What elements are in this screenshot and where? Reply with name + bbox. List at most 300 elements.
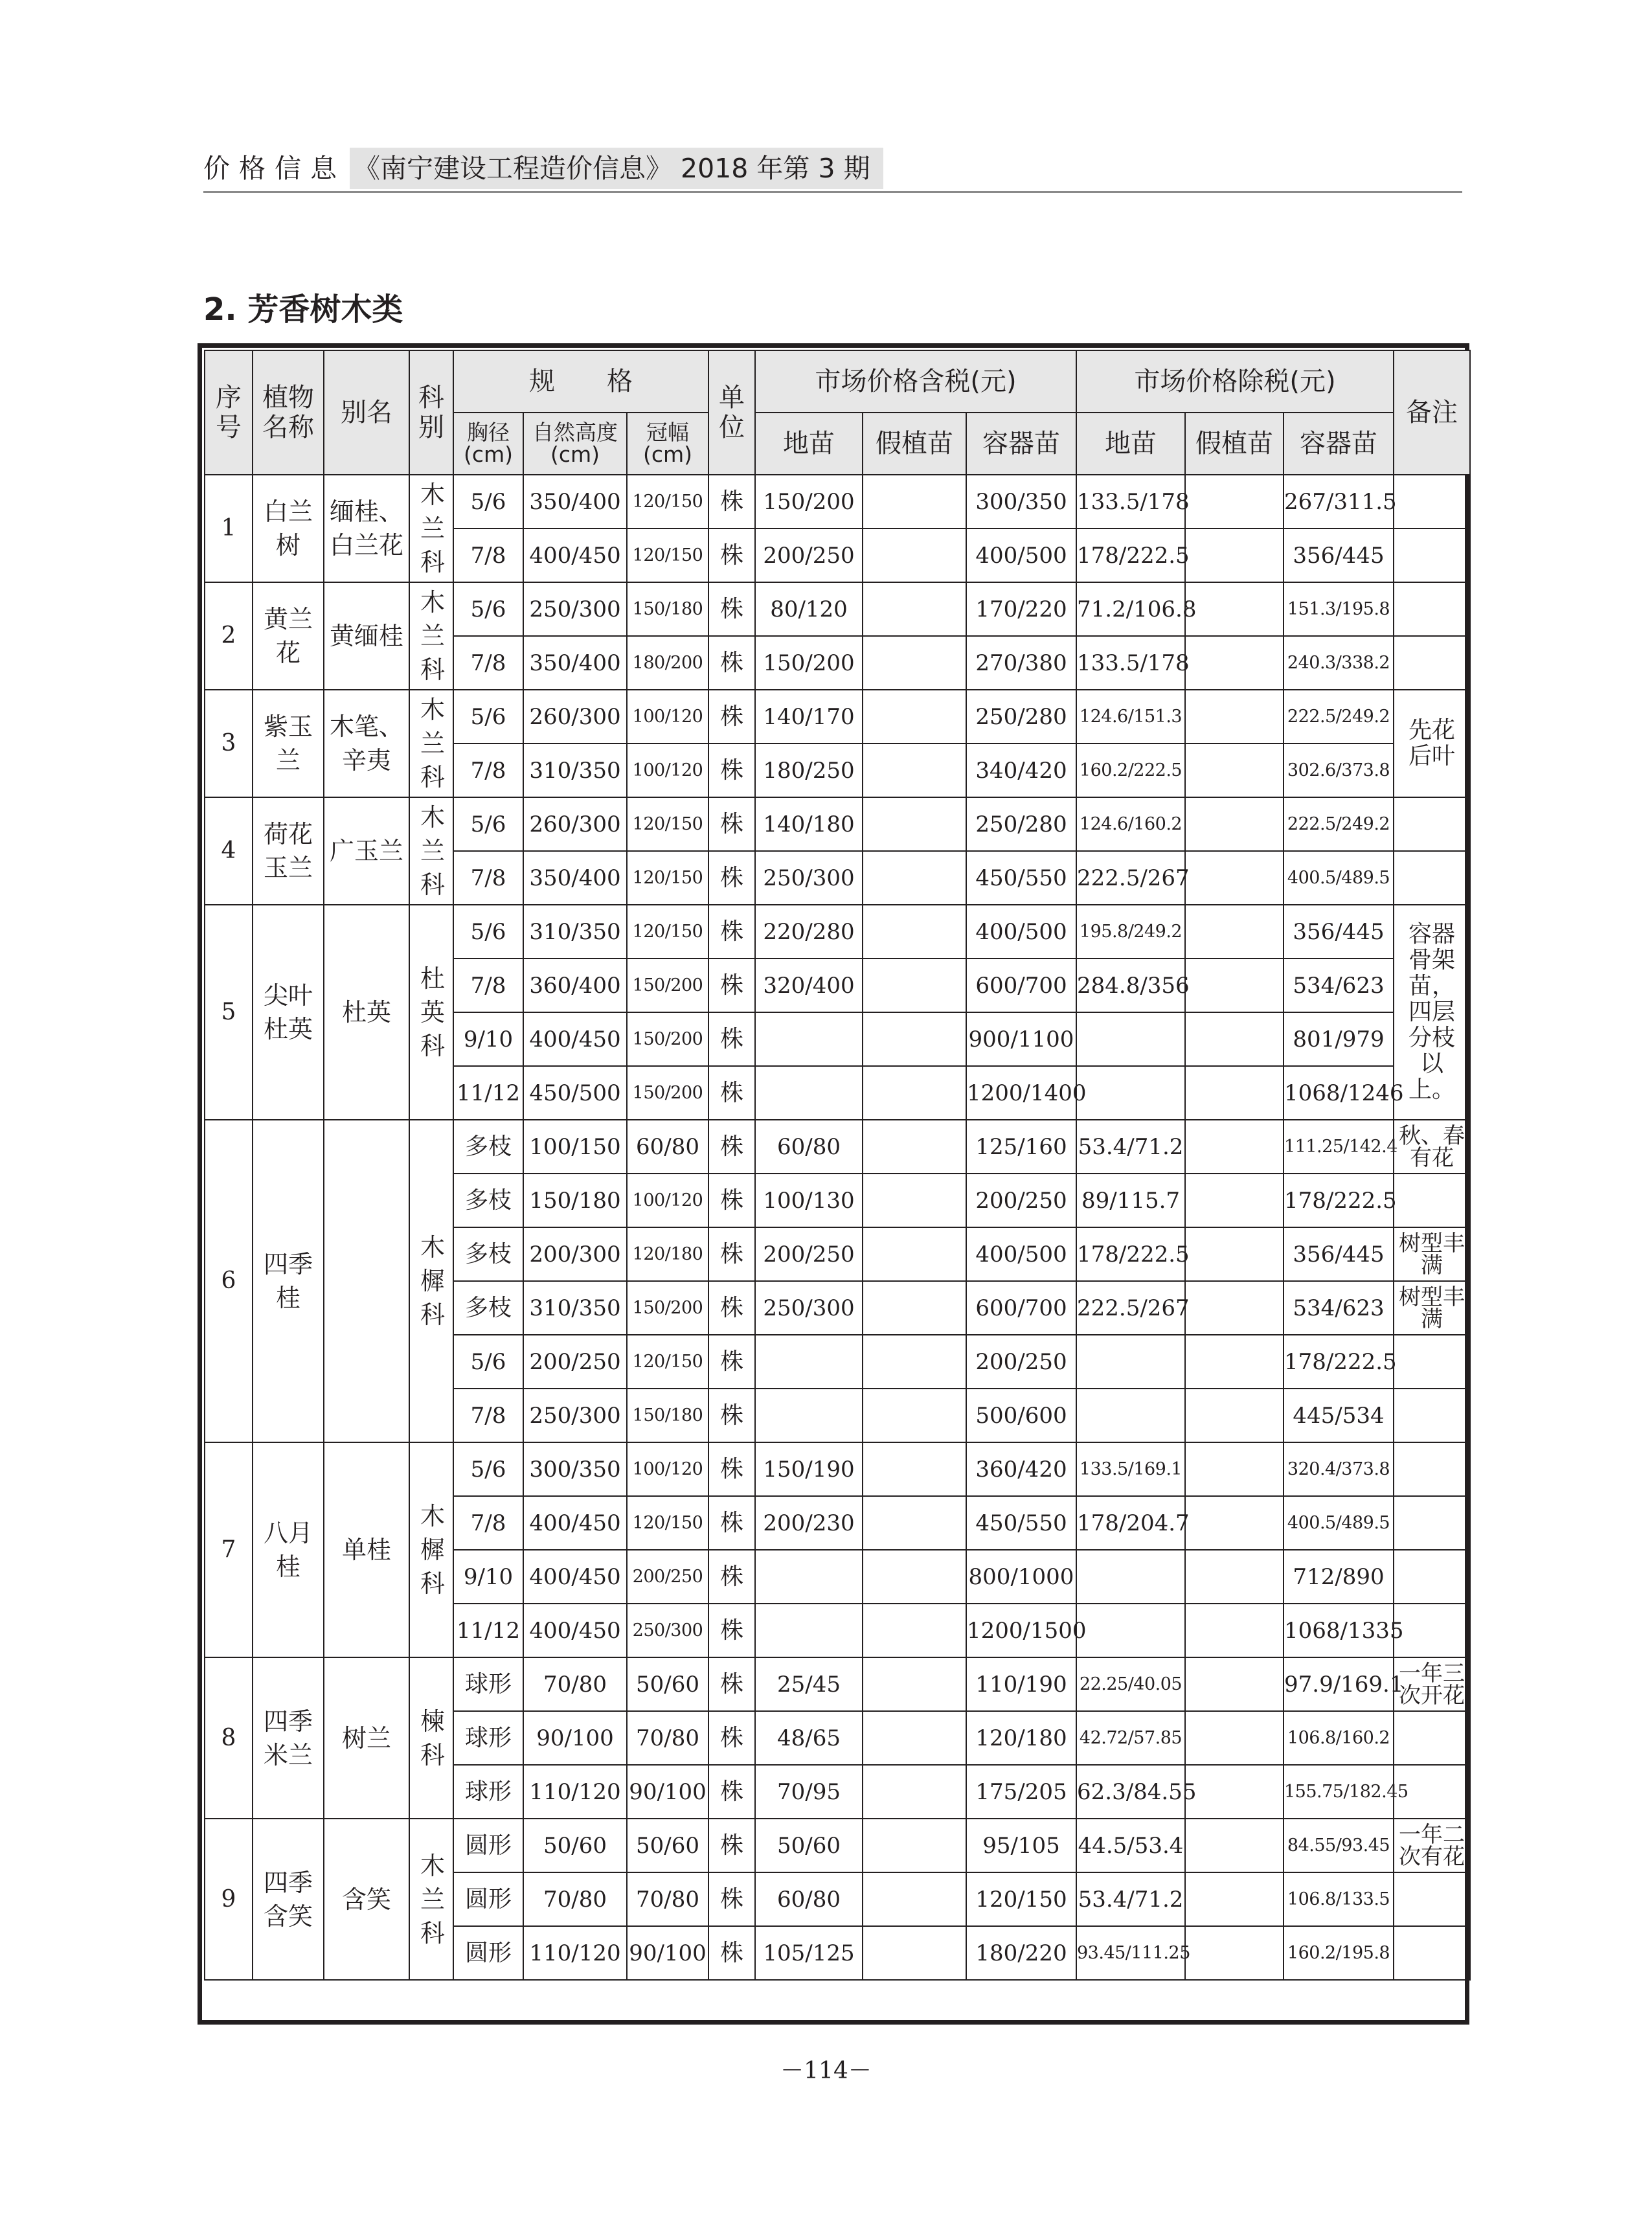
cell-ground: 150/200 [755,475,863,528]
cell-ground: 200/250 [755,528,863,582]
cell-ground [755,1012,863,1066]
row-note [1394,1604,1470,1657]
cell-ground-ex [1076,1604,1185,1657]
col-tax-incl: 市场价格含税(元) [755,350,1076,413]
row-note [1394,1496,1470,1550]
plant-name: 八月桂 [253,1442,324,1657]
cell-unit: 株 [708,690,755,744]
plant-family: 木兰科 [409,690,453,797]
cell-container-ex: 178/222.5 [1284,1335,1394,1389]
cell-dbh: 7/8 [453,1389,523,1442]
col-height: 自然高度(cm) [523,413,627,475]
cell-fake-ex [1185,1872,1284,1926]
cell-container: 600/700 [966,959,1076,1012]
table-row [205,690,1470,744]
cell-ground-ex [1076,1012,1185,1066]
cell-dbh: 多枝 [453,1281,523,1335]
plant-alias: 单桂 [324,1442,409,1657]
cell-ground-ex: 42.72/57.85 [1076,1711,1185,1765]
cell-fake [863,1281,966,1335]
cell-ground-ex: 178/222.5 [1076,1227,1185,1281]
cell-container: 400/500 [966,905,1076,959]
cell-crown: 90/100 [627,1926,708,1980]
cell-ground-ex: 62.3/84.55 [1076,1765,1185,1819]
cell-crown: 150/200 [627,1066,708,1120]
row-note [1394,1711,1470,1765]
row-note [1394,1872,1470,1926]
cell-fake [863,1819,966,1872]
cell-unit: 株 [708,582,755,636]
plant-alias [324,1120,409,1442]
cell-height: 260/300 [523,797,627,851]
cell-ground-ex: 22.25/40.05 [1076,1657,1185,1711]
plant-name: 紫玉兰 [253,690,324,797]
cell-ground-ex: 53.4/71.2 [1076,1120,1185,1174]
col-fake: 假植苗 [863,413,966,475]
cell-ground: 50/60 [755,1819,863,1872]
cell-height: 310/350 [523,744,627,797]
cell-container: 200/250 [966,1335,1076,1389]
cell-fake [863,797,966,851]
cell-ground-ex: 195.8/249.2 [1076,905,1185,959]
plant-alias: 含笑 [324,1819,409,1980]
cell-unit: 株 [708,851,755,905]
cell-unit: 株 [708,1819,755,1872]
cell-ground-ex [1076,1335,1185,1389]
cell-dbh: 11/12 [453,1604,523,1657]
cell-dbh: 圆形 [453,1926,523,1980]
cell-unit: 株 [708,1227,755,1281]
plant-name: 四季米兰 [253,1657,324,1819]
cell-container: 900/1100 [966,1012,1076,1066]
cell-unit: 株 [708,1066,755,1120]
cell-unit: 株 [708,1012,755,1066]
cell-fake [863,1120,966,1174]
cell-crown: 120/150 [627,528,708,582]
table-header [205,350,1470,475]
row-seq: 1 [205,475,253,582]
row-seq: 2 [205,582,253,690]
cell-unit: 株 [708,959,755,1012]
row-seq: 9 [205,1819,253,1980]
cell-fake-ex [1185,1389,1284,1442]
cell-fake-ex [1185,1604,1284,1657]
cell-ground: 200/250 [755,1227,863,1281]
cell-ground [755,1604,863,1657]
cell-container: 250/280 [966,690,1076,744]
plant-family: 木兰科 [409,582,453,690]
cell-fake-ex [1185,744,1284,797]
row-note [1394,1442,1470,1496]
cell-dbh: 球形 [453,1657,523,1711]
cell-fake-ex [1185,797,1284,851]
table-row [205,475,1470,528]
cell-dbh: 7/8 [453,1496,523,1550]
cell-ground: 220/280 [755,905,863,959]
cell-height: 310/350 [523,905,627,959]
cell-crown: 150/200 [627,1012,708,1066]
cell-container: 250/280 [966,797,1076,851]
cell-fake [863,1496,966,1550]
cell-height: 200/300 [523,1227,627,1281]
row-note: 先花后叶 [1394,690,1470,797]
cell-fake [863,1550,966,1604]
cell-fake-ex [1185,905,1284,959]
cell-unit: 株 [708,1711,755,1765]
row-note [1394,797,1470,851]
cell-ground: 70/95 [755,1765,863,1819]
cell-ground-ex: 124.6/151.3 [1076,690,1185,744]
cell-crown: 100/120 [627,690,708,744]
cell-container: 800/1000 [966,1550,1076,1604]
cell-fake [863,1335,966,1389]
cell-crown: 120/150 [627,905,708,959]
cell-unit: 株 [708,1604,755,1657]
cell-container: 125/160 [966,1120,1076,1174]
plant-family: 木兰科 [409,797,453,905]
cell-crown: 150/180 [627,1389,708,1442]
cell-height: 250/300 [523,582,627,636]
cell-unit: 株 [708,797,755,851]
row-note [1394,1174,1470,1227]
cell-ground: 60/80 [755,1872,863,1926]
cell-crown: 100/120 [627,1174,708,1227]
cell-ground-ex: 160.2/222.5 [1076,744,1185,797]
cell-container: 170/220 [966,582,1076,636]
cell-height: 360/400 [523,959,627,1012]
cell-ground-ex: 89/115.7 [1076,1174,1185,1227]
cell-container-ex: 160.2/195.8 [1284,1926,1394,1980]
cell-height: 400/450 [523,1604,627,1657]
cell-crown: 120/150 [627,797,708,851]
col-unit: 单位 [708,350,755,475]
cell-unit: 株 [708,1657,755,1711]
row-note: 树型丰满 [1394,1227,1470,1281]
cell-dbh: 7/8 [453,636,523,690]
cell-ground-ex: 133.5/178 [1076,475,1185,528]
cell-dbh: 圆形 [453,1819,523,1872]
cell-fake-ex [1185,475,1284,528]
cell-ground: 105/125 [755,1926,863,1980]
cell-container-ex: 534/623 [1284,959,1394,1012]
cell-dbh: 5/6 [453,797,523,851]
col-name: 植物名称 [253,350,324,475]
cell-dbh: 多枝 [453,1174,523,1227]
cell-container: 450/550 [966,1496,1076,1550]
cell-fake [863,582,966,636]
cell-dbh: 多枝 [453,1227,523,1281]
cell-ground: 140/170 [755,690,863,744]
cell-fake-ex [1185,636,1284,690]
row-seq: 7 [205,1442,253,1657]
cell-unit: 株 [708,475,755,528]
col-ground: 地苗 [755,413,863,475]
cell-container-ex: 178/222.5 [1284,1174,1394,1227]
cell-dbh: 球形 [453,1765,523,1819]
table-row [205,1120,1470,1174]
cell-dbh: 5/6 [453,1335,523,1389]
cell-container-ex: 356/445 [1284,905,1394,959]
cell-container-ex: 155.75/182.45 [1284,1765,1394,1819]
col-family: 科别 [409,350,453,475]
cell-fake-ex [1185,690,1284,744]
cell-container: 450/550 [966,851,1076,905]
cell-height: 400/450 [523,1550,627,1604]
cell-dbh: 9/10 [453,1550,523,1604]
cell-crown: 70/80 [627,1711,708,1765]
cell-height: 400/450 [523,528,627,582]
cell-container: 1200/1400 [966,1066,1076,1120]
cell-fake [863,1657,966,1711]
cell-height: 110/120 [523,1926,627,1980]
row-note: 一年二次有花 [1394,1819,1470,1872]
plant-family: 杜英科 [409,905,453,1120]
col-seq: 序号 [205,350,253,475]
cell-container-ex: 356/445 [1284,1227,1394,1281]
cell-fake [863,528,966,582]
cell-unit: 株 [708,1872,755,1926]
cell-ground: 250/300 [755,851,863,905]
cell-container: 95/105 [966,1819,1076,1872]
col-spec: 规 格 [453,350,708,413]
row-seq: 8 [205,1657,253,1819]
cell-dbh: 5/6 [453,690,523,744]
cell-container-ex: 267/311.5 [1284,475,1394,528]
cell-ground-ex: 178/204.7 [1076,1496,1185,1550]
cell-fake [863,1012,966,1066]
cell-fake-ex [1185,1442,1284,1496]
plant-alias: 黄缅桂 [324,582,409,690]
cell-crown: 200/250 [627,1550,708,1604]
cell-ground [755,1550,863,1604]
cell-crown: 50/60 [627,1657,708,1711]
cell-container-ex: 534/623 [1284,1281,1394,1335]
cell-fake-ex [1185,1496,1284,1550]
cell-height: 50/60 [523,1819,627,1872]
cell-dbh: 7/8 [453,744,523,797]
col-ground-ex: 地苗 [1076,413,1185,475]
cell-dbh: 7/8 [453,528,523,582]
cell-ground-ex: 44.5/53.4 [1076,1819,1185,1872]
cell-ground [755,1066,863,1120]
price-table [204,350,1471,1981]
cell-height: 70/80 [523,1872,627,1926]
cell-ground: 150/190 [755,1442,863,1496]
cell-container: 120/150 [966,1872,1076,1926]
cell-fake [863,905,966,959]
cell-ground-ex [1076,1066,1185,1120]
cell-unit: 株 [708,1496,755,1550]
cell-ground: 320/400 [755,959,863,1012]
cell-dbh: 7/8 [453,959,523,1012]
cell-unit: 株 [708,528,755,582]
cell-crown: 120/150 [627,1335,708,1389]
cell-ground-ex: 133.5/178 [1076,636,1185,690]
cell-height: 350/400 [523,636,627,690]
plant-name: 白兰树 [253,475,324,582]
cell-fake-ex [1185,1550,1284,1604]
cell-height: 400/450 [523,1496,627,1550]
row-note [1394,1389,1470,1442]
row-note: 一年三次开花 [1394,1657,1470,1711]
cell-fake-ex [1185,1012,1284,1066]
cell-ground-ex: 53.4/71.2 [1076,1872,1185,1926]
row-seq: 6 [205,1120,253,1442]
cell-container-ex: 302.6/373.8 [1284,744,1394,797]
cell-fake-ex [1185,528,1284,582]
cell-height: 150/180 [523,1174,627,1227]
plant-name: 荷花玉兰 [253,797,324,905]
table-row [205,582,1470,636]
cell-height: 400/450 [523,1012,627,1066]
cell-fake-ex [1185,1335,1284,1389]
plant-name: 四季桂 [253,1120,324,1442]
cell-container-ex: 151.3/195.8 [1284,582,1394,636]
cell-container-ex: 1068/1335 [1284,1604,1394,1657]
cell-container-ex: 1068/1246 [1284,1066,1394,1120]
cell-container-ex: 445/534 [1284,1389,1394,1442]
row-note: 树型丰满 [1394,1281,1470,1335]
plant-alias: 树兰 [324,1657,409,1819]
cell-fake [863,744,966,797]
cell-container-ex: 111.25/142.4 [1284,1120,1394,1174]
cell-height: 450/500 [523,1066,627,1120]
cell-fake-ex [1185,959,1284,1012]
cell-fake [863,1926,966,1980]
plant-alias: 广玉兰 [324,797,409,905]
cell-container-ex: 84.55/93.45 [1284,1819,1394,1872]
cell-dbh: 球形 [453,1711,523,1765]
cell-height: 300/350 [523,1442,627,1496]
cell-unit: 株 [708,744,755,797]
cell-ground-ex: 222.5/267 [1076,851,1185,905]
cell-unit: 株 [708,1442,755,1496]
cell-crown: 100/120 [627,744,708,797]
col-crown: 冠幅(cm) [627,413,708,475]
cell-container-ex: 801/979 [1284,1012,1394,1066]
cell-fake [863,1765,966,1819]
cell-container: 110/190 [966,1657,1076,1711]
cell-container-ex: 222.5/249.2 [1284,690,1394,744]
cell-fake [863,1872,966,1926]
cell-container-ex: 240.3/338.2 [1284,636,1394,690]
cell-container: 270/380 [966,636,1076,690]
cell-fake [863,1389,966,1442]
cell-fake [863,851,966,905]
cell-unit: 株 [708,1926,755,1980]
plant-name: 四季含笑 [253,1819,324,1980]
table-body [205,475,1470,1980]
cell-fake [863,1604,966,1657]
cell-ground: 140/180 [755,797,863,851]
row-note [1394,1335,1470,1389]
cell-container-ex: 712/890 [1284,1550,1394,1604]
cell-crown: 60/80 [627,1120,708,1174]
col-container: 容器苗 [966,413,1076,475]
row-note [1394,636,1470,690]
cell-fake-ex [1185,1066,1284,1120]
table-row [205,1657,1470,1711]
row-note: 容器骨架苗，四层分枝以上。 [1394,905,1470,1120]
cell-crown: 100/120 [627,1442,708,1496]
cell-ground [755,1335,863,1389]
plant-family: 木兰科 [409,475,453,582]
row-note [1394,1926,1470,1980]
cell-ground-ex [1076,1550,1185,1604]
plant-family: 楝科 [409,1657,453,1819]
cell-container: 200/250 [966,1174,1076,1227]
cell-container: 600/700 [966,1281,1076,1335]
cell-ground: 100/130 [755,1174,863,1227]
cell-fake-ex [1185,1819,1284,1872]
cell-ground-ex: 178/222.5 [1076,528,1185,582]
cell-fake-ex [1185,1120,1284,1174]
cell-ground-ex: 124.6/160.2 [1076,797,1185,851]
cell-ground: 200/230 [755,1496,863,1550]
cell-ground: 25/45 [755,1657,863,1711]
cell-unit: 株 [708,1335,755,1389]
header-title: 《南宁建设工程造价信息》 2018 年第 3 期 [350,148,883,189]
cell-container-ex: 222.5/249.2 [1284,797,1394,851]
cell-fake-ex [1185,1227,1284,1281]
cell-crown: 180/200 [627,636,708,690]
cell-ground: 48/65 [755,1711,863,1765]
cell-crown: 50/60 [627,1819,708,1872]
cell-ground [755,1389,863,1442]
table-row [205,905,1470,959]
cell-height: 350/400 [523,851,627,905]
cell-fake [863,1227,966,1281]
row-seq: 4 [205,797,253,905]
col-note: 备注 [1394,350,1470,475]
cell-ground: 60/80 [755,1120,863,1174]
cell-container-ex: 400.5/489.5 [1284,1496,1394,1550]
cell-container: 500/600 [966,1389,1076,1442]
header-rule [203,191,1462,193]
cell-container: 120/180 [966,1711,1076,1765]
cell-ground: 180/250 [755,744,863,797]
cell-unit: 株 [708,636,755,690]
cell-fake [863,1711,966,1765]
plant-alias: 杜英 [324,905,409,1120]
cell-ground-ex: 71.2/106.8 [1076,582,1185,636]
cell-dbh: 11/12 [453,1066,523,1120]
row-seq: 5 [205,905,253,1120]
cell-dbh: 5/6 [453,582,523,636]
cell-height: 260/300 [523,690,627,744]
cell-crown: 150/200 [627,1281,708,1335]
cell-fake-ex [1185,1174,1284,1227]
cell-container: 180/220 [966,1926,1076,1980]
cell-height: 310/350 [523,1281,627,1335]
cell-container: 300/350 [966,475,1076,528]
cell-fake [863,475,966,528]
cell-container: 400/500 [966,1227,1076,1281]
table-row [205,1819,1470,1872]
cell-container: 1200/1500 [966,1604,1076,1657]
col-alias: 别名 [324,350,409,475]
cell-unit: 株 [708,1281,755,1335]
header-category: 价格信息 [203,153,346,184]
row-note [1394,528,1470,582]
row-note [1394,582,1470,636]
cell-crown: 150/180 [627,582,708,636]
cell-height: 110/120 [523,1765,627,1819]
cell-crown: 120/150 [627,475,708,528]
cell-unit: 株 [708,1765,755,1819]
cell-unit: 株 [708,1120,755,1174]
page-number: －114－ [780,2058,872,2084]
